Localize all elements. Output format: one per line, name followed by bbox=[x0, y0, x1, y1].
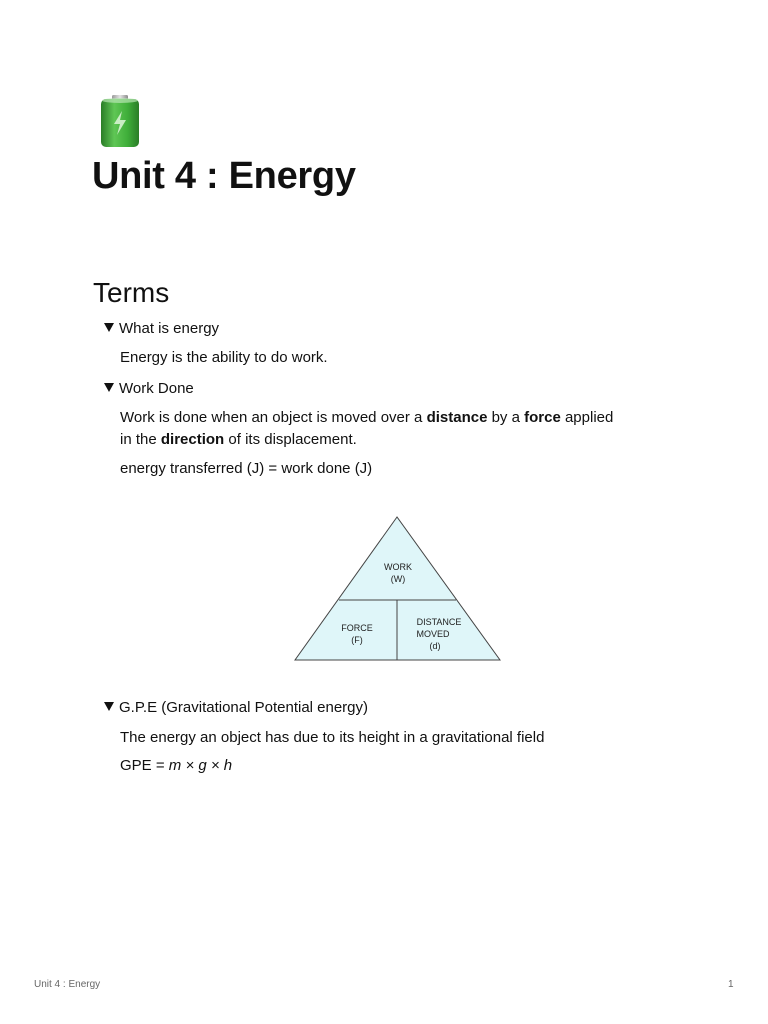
toggle-what-is-energy[interactable] bbox=[104, 319, 219, 339]
label-work-symbol: (W) bbox=[390, 574, 406, 584]
label-work: WORK bbox=[384, 562, 412, 572]
page-title: Unit 4 : Energy bbox=[92, 155, 356, 197]
text-run: by a bbox=[487, 409, 525, 426]
toggle-triangle-icon[interactable] bbox=[104, 383, 114, 392]
toggle-label: What is energy bbox=[119, 320, 220, 337]
formula-prefix: GPE = bbox=[120, 757, 169, 774]
toggle-label: G.P.E (Gravitational Potential energy) bbox=[119, 699, 369, 716]
work-done-line-2 bbox=[120, 429, 357, 451]
label-distance-symbol: (d) bbox=[429, 641, 441, 651]
bold-term-direction: direction bbox=[160, 431, 225, 448]
footer-title: Unit 4 : Energy bbox=[34, 979, 101, 990]
toggle-gpe[interactable] bbox=[104, 698, 368, 718]
gpe-formula bbox=[120, 755, 232, 777]
text-run: of its displacement. bbox=[224, 431, 357, 448]
text-run: in the bbox=[120, 431, 161, 448]
label-moved: MOVED bbox=[416, 629, 450, 639]
toggle-triangle-icon[interactable] bbox=[104, 702, 114, 711]
work-done-formula: energy transferred (J) = work done (J) bbox=[120, 460, 373, 477]
toggle-triangle-icon[interactable] bbox=[104, 323, 114, 332]
section-heading-terms: Terms bbox=[93, 277, 170, 308]
bold-term-force: force bbox=[524, 409, 561, 426]
label-force: FORCE bbox=[341, 623, 373, 633]
formula-variables: m × g × h bbox=[168, 757, 233, 774]
energy-definition: Energy is the ability to do work. bbox=[120, 349, 328, 366]
work-triangle-diagram bbox=[290, 512, 505, 677]
bold-term-distance: distance bbox=[426, 409, 488, 426]
toggle-label: Work Done bbox=[119, 380, 194, 397]
label-force-symbol: (F) bbox=[351, 635, 363, 645]
gpe-definition: The energy an object has due to its height in a gravitational field bbox=[120, 729, 545, 746]
label-distance: DISTANCE bbox=[416, 617, 462, 627]
battery-icon bbox=[100, 95, 140, 147]
text-run: applied bbox=[560, 409, 614, 426]
toggle-work-done[interactable] bbox=[104, 379, 194, 399]
work-done-line-1 bbox=[120, 407, 613, 429]
footer-page-number: 1 bbox=[728, 979, 734, 990]
text-run: Work is done when an object is moved over a bbox=[120, 409, 427, 426]
